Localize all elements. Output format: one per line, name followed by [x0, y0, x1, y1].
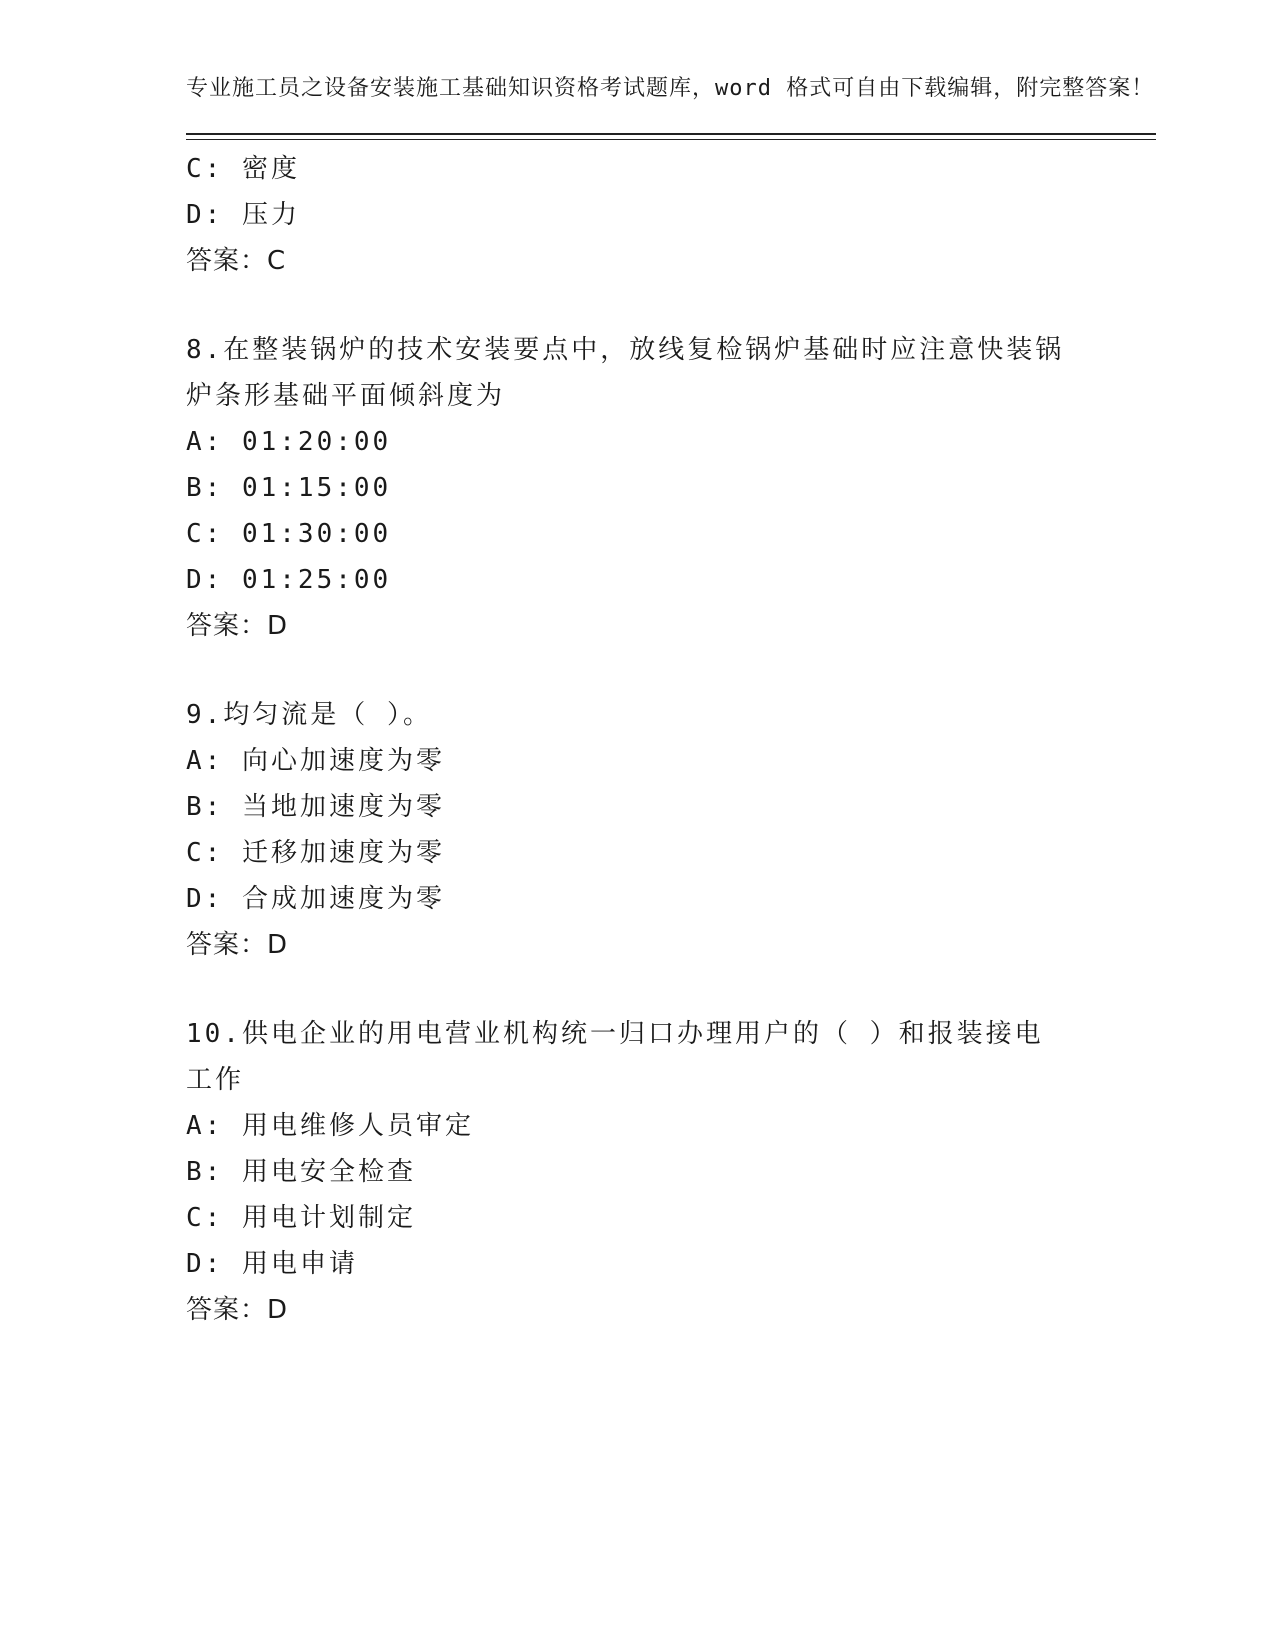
- answer: 答案：D: [186, 930, 289, 960]
- option-c: C: 迁移加速度为零: [186, 838, 445, 868]
- question-stem: 9.均匀流是（ ）。: [186, 700, 432, 730]
- carryover-block: [186, 146, 1156, 284]
- answer: 答案：C: [186, 246, 287, 276]
- option-d: D: 用电申请: [186, 1249, 358, 1279]
- question-9: [186, 692, 1156, 968]
- option-d: D: 压力: [186, 200, 300, 230]
- question-10: [186, 1011, 1156, 1333]
- option-c: C: 用电计划制定: [186, 1203, 416, 1233]
- option-c: C: 密度: [186, 154, 300, 184]
- question-stem: 8.在整装锅炉的技术安装要点中，放线复检锅炉基础时应注意快装锅炉条形基础平面倾斜度为: [186, 335, 1065, 411]
- option-b: B: 用电安全检查: [186, 1157, 416, 1187]
- answer: 答案：D: [186, 1295, 289, 1325]
- document-header: 专业施工员之设备安装施工基础知识资格考试题库，word 格式可自由下载编辑，附完整答案！: [186, 76, 1155, 101]
- option-d: D: 合成加速度为零: [186, 884, 445, 914]
- option-c: C: 01:30:00: [186, 519, 392, 549]
- header-divider: [186, 133, 1156, 140]
- option-b: B: 01:15:00: [186, 473, 392, 503]
- option-a: A: 01:20:00: [186, 427, 392, 457]
- option-a: A: 用电维修人员审定: [186, 1111, 474, 1141]
- question-8: [186, 327, 1156, 649]
- question-stem: 10.供电企业的用电营业机构统一归口办理用户的（ ）和报装接电工作: [186, 1019, 1044, 1095]
- document-page: [186, 72, 1156, 1333]
- answer: 答案：D: [186, 611, 289, 641]
- option-a: A: 向心加速度为零: [186, 746, 445, 776]
- option-b: B: 当地加速度为零: [186, 792, 445, 822]
- option-d: D: 01:25:00: [186, 565, 392, 595]
